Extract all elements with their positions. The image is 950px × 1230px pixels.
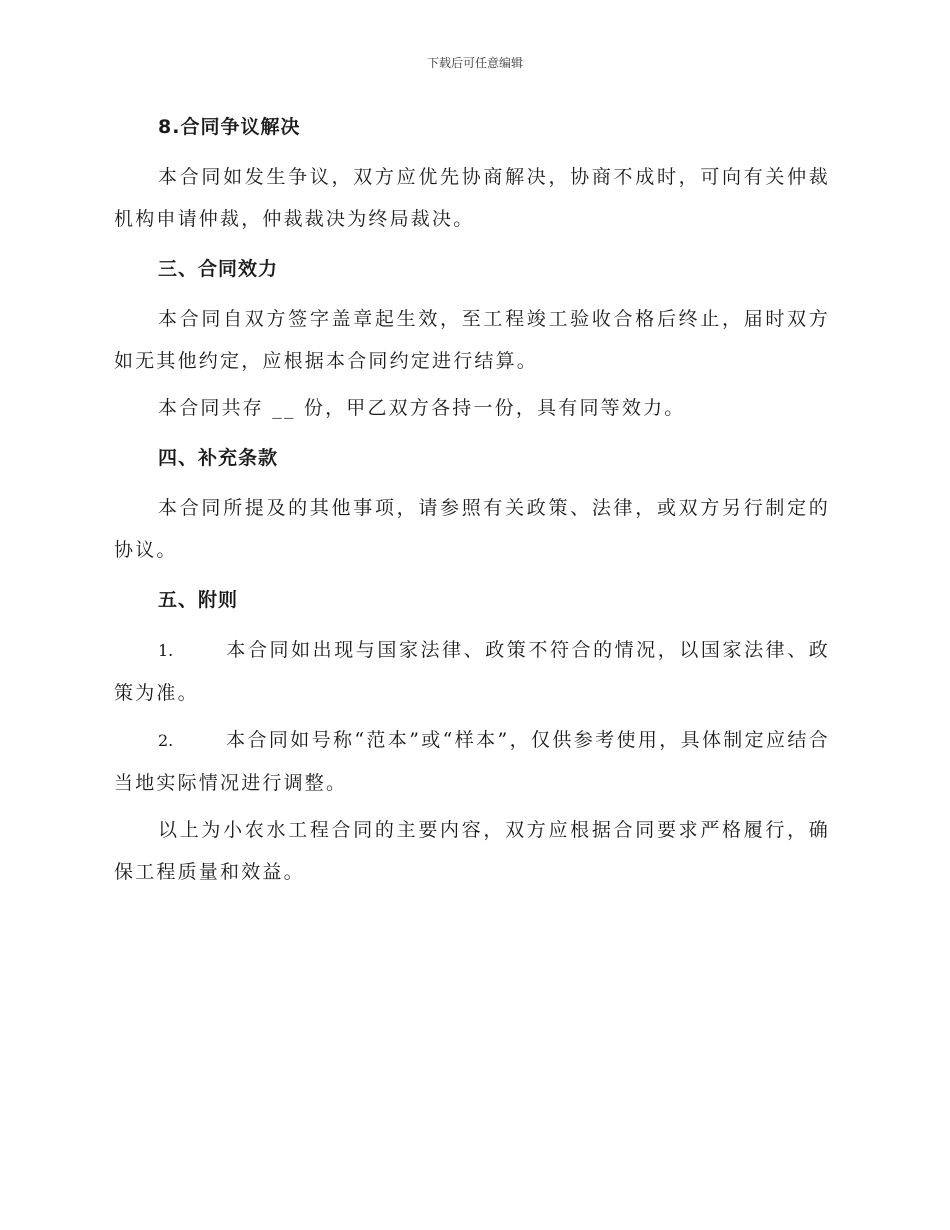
section-8-paragraph: 本合同如发生争议，双方应优先协商解决，协商不成时，可向有关仲裁机构申请仲裁，仲裁裁决为终局裁决。 [114,166,830,230]
section-4-paragraph: 本合同所提及的其他事项，请参照有关政策、法律，或双方另行制定的协议。 [114,497,830,561]
section-3-paragraph-1: 本合同自双方签字盖章起生效，至工程竣工验收合格后终止，届时双方如无其他约定，应根据本合同约定进行结算。 [114,308,830,372]
item-2-text: 本合同如号称“范本”或“样本”，仅供参考使用，具体制定应结合当地实际情况进行调整。 [114,729,830,794]
closing-paragraph: 以上为小农水工程合同的主要内容，双方应根据合同要求严格履行，确保工程质量和效益。 [114,819,830,883]
section-5-item-1 [114,629,830,714]
section-4-title: 四、补充条款 [158,447,279,469]
section-5-title: 五、附则 [158,589,239,611]
page-header: 下载后可任意编辑 [426,56,523,70]
item-2-number: 2. [158,731,174,750]
item-1-text: 本合同如出现与国家法律、政策不符合的情况，以国家法律、政策为准。 [114,639,830,704]
section-3-title: 三、合同效力 [158,258,279,280]
section-3-paragraph-2: 本合同共存 __ 份，甲乙双方各持一份，具有同等效力。 [158,397,686,419]
section-8-title: 8.合同争议解决 [158,116,301,138]
document-body [114,110,830,893]
item-1-number: 1. [158,641,174,660]
section-5-item-2 [114,719,830,804]
